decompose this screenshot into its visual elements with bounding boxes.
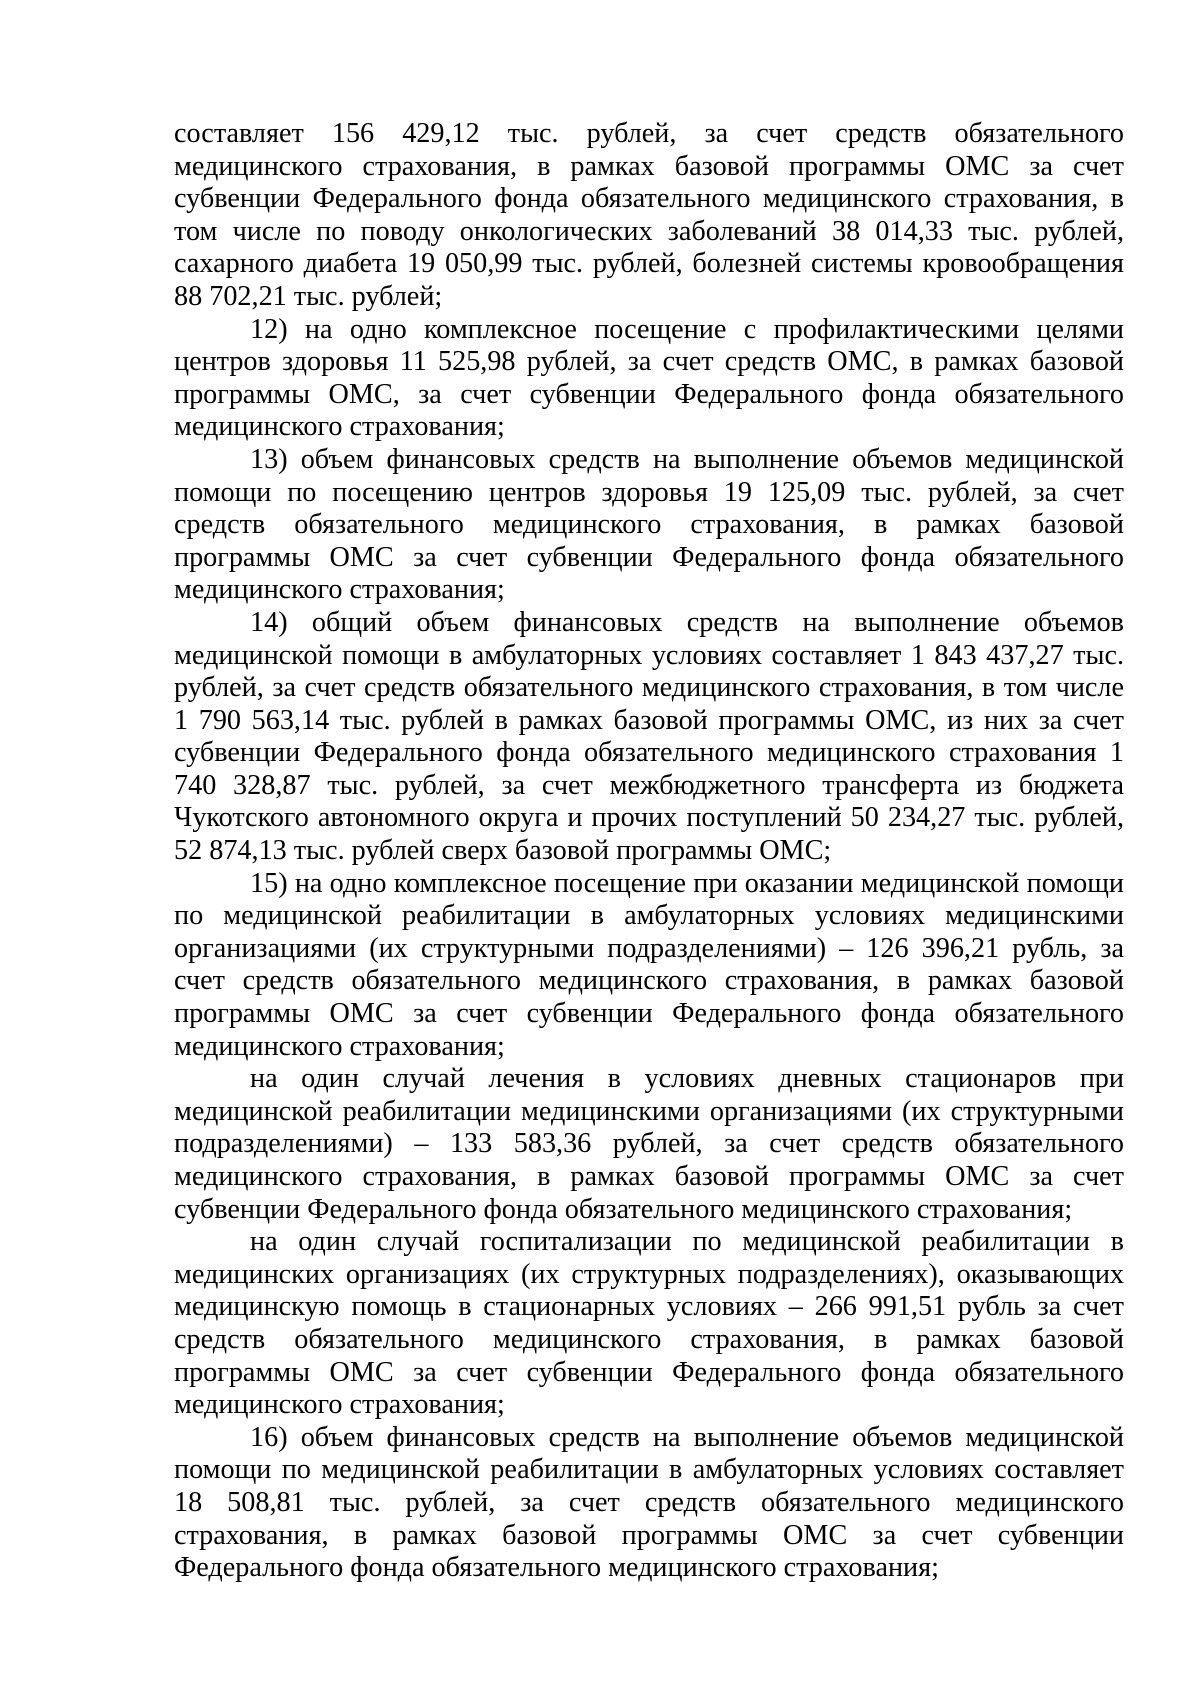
paragraph-item-13: 13) объем финансовых средств на выполнение объемов медицинской помощи по посещению центров здоровья 19 125,09 тыс. рублей, за счет средств обязательного медицинского страхования, в рамках базовой программы ОМС за счет субвенции Федерального фонда обязательного медицинского страхования; [174, 443, 1124, 606]
paragraph-hospitalization-case: на один случай госпитализации по медицинской реабилитации в медицинских организациях (их структурных подразделениях), оказывающих медицинскую помощь в стационарных условиях – 266 991,51 рубль за счет средств обязательного медицинского страхования, в рамках базовой программы ОМС за счет субвенции Федерального фонда обязательного медицинского страхования; [174, 1226, 1124, 1421]
paragraph-item-12: 12) на одно комплексное посещение с профилактическими целями центров здоровья 11 525,98 рублей, за счет средств ОМС, в рамках базовой программы ОМС, за счет субвенции Федерального фонда обязательного медицинского страхования; [174, 313, 1124, 443]
paragraph-day-hospital-case: на один случай лечения в условиях дневных стационаров при медицинской реабилитации медицинскими организациями (их структурными подразделениями) – 133 583,36 рублей, за счет средств обязательного медицинского страхования, в рамках базовой программы ОМС за счет субвенции Федерального фонда обязательного медицинского страхования; [174, 1063, 1124, 1225]
paragraph-continuation: составляет 156 429,12 тыс. рублей, за счет средств обязательного медицинского страхования, в рамках базовой программы ОМС за счет субвенции Федерального фонда обязательного медицинского страхования, в том числе по поводу онкологических заболеваний 38 014,33 тыс. рублей, сахарного диабета 19 050,99 тыс. рублей, болезней системы кровообращения 88 702,21 тыс. рублей; [174, 118, 1124, 312]
paragraph-item-16: 16) объем финансовых средств на выполнение объемов медицинской помощи по медицинской реабилитации в амбулаторных условиях составляет 18 508,81 тыс. рублей, за счет средств обязательного медицинского страхования, в рамках базовой программы ОМС за счет субвенции Федерального фонда обязательного медицинского страхования; [174, 1421, 1124, 1584]
paragraph-item-14: 14) общий объем финансовых средств на выполнение объемов медицинской помощи в амбулаторных условиях составляет 1 843 437,27 тыс. рублей, за счет средств обязательного медицинского страхования, в том числе 1 790 563,14 тыс. рублей в рамках базовой программы ОМС, из них за счет субвенции Федерального фонда обязательного медицинского страхования 1 740 328,87 тыс. рублей, за счет межбюджетного трансферта из бюджета Чукотского автономного округа и прочих поступлений 50 234,27 тыс. рублей, 52 874,13 тыс. рублей сверх базовой программы ОМС; [174, 606, 1124, 867]
paragraph-item-15: 15) на одно комплексное посещение при оказании медицинской помощи по медицинской реабилитации в амбулаторных условиях медицинскими организациями (их структурными подразделениями) – 126 396,21 рубль, за счет средств обязательного медицинского страхования, в рамках базовой программы ОМС за счет субвенции Федерального фонда обязательного медицинского страхования; [174, 867, 1124, 1062]
document-page [174, 118, 1124, 1585]
